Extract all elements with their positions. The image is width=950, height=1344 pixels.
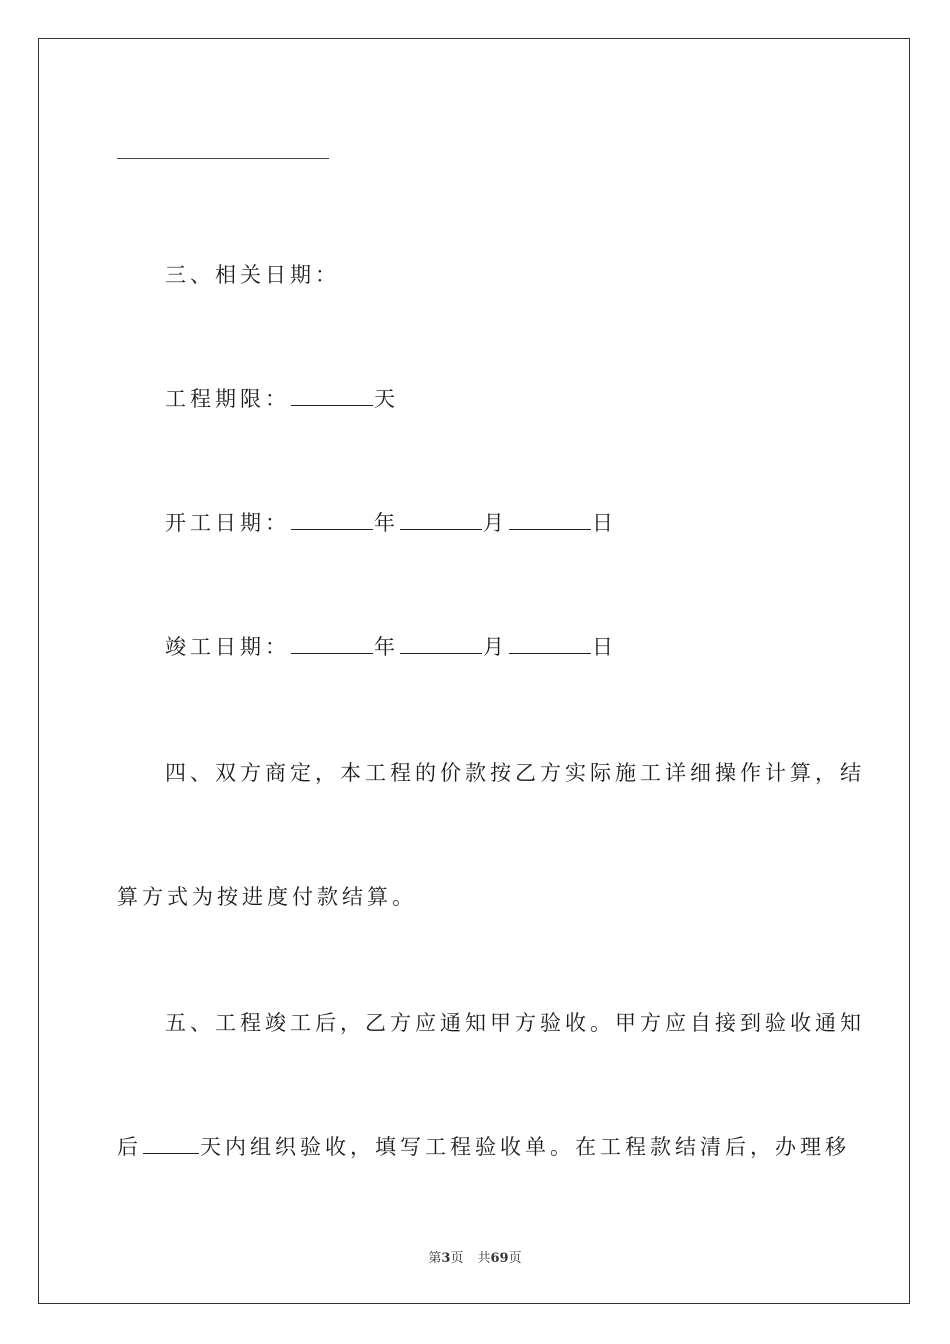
start-day-blank: [509, 511, 591, 530]
start-month-unit: 月: [483, 511, 508, 535]
end-day-blank: [509, 635, 591, 654]
duration-unit: 天: [374, 387, 399, 411]
end-year-unit: 年: [374, 635, 399, 659]
end-year-blank: [291, 635, 373, 654]
section-5-line-1: 五、工程竣工后，乙方应通知甲方验收。甲方应自接到验收通知: [165, 1011, 865, 1035]
duration-label: 工程期限：: [165, 387, 290, 411]
section-5-prefix: 后: [117, 1135, 142, 1159]
start-month-blank: [400, 511, 482, 530]
end-day-unit: 日: [592, 635, 617, 659]
end-date-line: [165, 634, 617, 660]
page-number: 3: [441, 1251, 451, 1266]
end-month-unit: 月: [483, 635, 508, 659]
page-footer: 第3页 共69页: [428, 1251, 522, 1266]
section-4-line-1: 四、双方商定，本工程的价款按乙方实际施工详细操作计算，结: [165, 761, 865, 785]
page-border: [38, 38, 910, 1304]
total-pages: 69: [490, 1251, 509, 1266]
top-rule-divider: [117, 158, 329, 159]
start-year-blank: [291, 511, 373, 530]
section-5-line-2: [117, 1134, 850, 1160]
acceptance-days-blank: [143, 1135, 199, 1154]
duration-line: [165, 386, 399, 412]
section-3-heading: 三、相关日期：: [165, 263, 340, 287]
start-date-line: [165, 510, 617, 536]
start-date-label: 开工日期：: [165, 511, 290, 535]
start-day-unit: 日: [592, 511, 617, 535]
section-5-suffix: 天内组织验收，填写工程验收单。在工程款结清后，办理移: [200, 1135, 850, 1159]
duration-blank: [291, 387, 373, 406]
end-date-label: 竣工日期：: [165, 635, 290, 659]
end-month-blank: [400, 635, 482, 654]
section-4-line-2: 算方式为按进度付款结算。: [117, 885, 417, 909]
start-year-unit: 年: [374, 511, 399, 535]
